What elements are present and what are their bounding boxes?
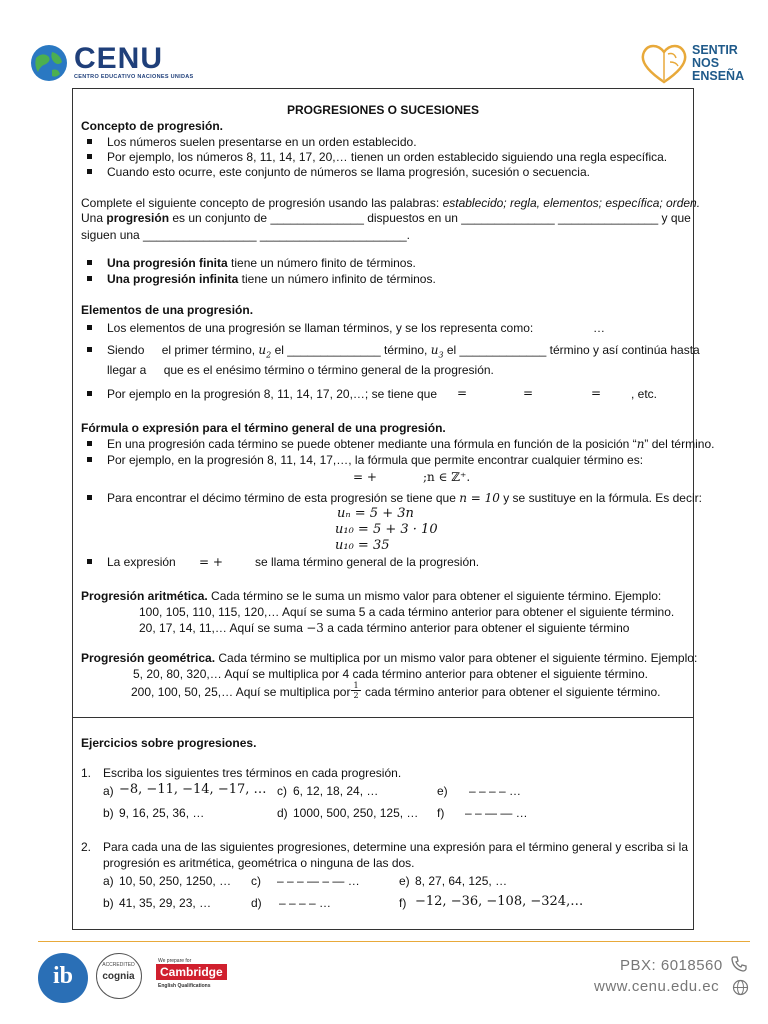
- text: el ______________ término,: [271, 343, 431, 357]
- fraction: [351, 681, 361, 700]
- text: el _____________ término y así continúa hasta: [443, 343, 700, 357]
- cognia-top: ACCREDITED: [102, 962, 135, 968]
- ib-text: ib: [52, 963, 73, 989]
- text: 20, 17, 14, 11,… Aquí se suma: [139, 621, 307, 635]
- list-item: Por ejemplo en la progresión 8, 11, 14, 17, 20,…; se tiene que: [107, 387, 437, 401]
- math-var: n: [636, 437, 645, 451]
- cenu-subtitle: CENTRO EDUCATIVO NACIONES UNIDAS: [74, 74, 194, 80]
- text: el primer término,: [161, 343, 259, 357]
- list-item: Cuando esto ocurre, este conjunto de números se llama progresión, sucesión o secuencia.: [107, 165, 590, 179]
- option-label: e): [437, 784, 448, 798]
- option-label: a): [103, 784, 114, 798]
- instruction-words: establecido; regla, elementos; específica; orden.: [442, 196, 701, 210]
- option-value: 8, 27, 64, 125, …: [415, 874, 508, 888]
- option-value: −8, −11, −14, −17, …: [119, 782, 267, 797]
- option-value: – – – — – — …: [277, 874, 360, 888]
- option-label: f): [399, 896, 407, 910]
- text: cada término anterior para obtener el siguiente término.: [365, 685, 661, 699]
- option-label: d): [277, 806, 288, 820]
- text: En una progresión cada término se puede obtener mediante una fórmula en función de la posición “: [107, 437, 637, 451]
- text: que es el enésimo término o término general de la progresión.: [163, 363, 494, 377]
- list-item: Por ejemplo, en la progresión 8, 11, 14, 17,…, la fórmula que permite encontrar cualquier término es:: [107, 453, 644, 467]
- equals-sign: =: [591, 386, 602, 400]
- footer-divider: [38, 941, 750, 942]
- text: y se sustituye en la fórmula. Es decir:: [499, 491, 702, 505]
- equation: u₁₀ = 35: [335, 538, 390, 553]
- formula-operators: = +: [353, 470, 377, 484]
- fraction-num: 1: [351, 681, 361, 691]
- heart-brain-icon: [638, 42, 690, 86]
- page-title: PROGRESIONES O SUCESIONES: [286, 103, 480, 117]
- phone-icon: [730, 955, 748, 973]
- equation: uₙ = 5 + 3n: [337, 506, 414, 521]
- text: Para encontrar el décimo término de esta progresión se tiene que: [107, 491, 460, 505]
- option-label: f): [437, 806, 445, 820]
- cognia-logo: [96, 953, 142, 999]
- cambridge-small: We prepare for: [158, 958, 192, 964]
- fraction-den: 2: [353, 691, 359, 700]
- definition-line: [81, 651, 697, 665]
- slogan-line: ENSEÑA: [692, 69, 745, 83]
- globe-icon: [30, 44, 68, 82]
- section-heading: Concepto de progresión.: [81, 119, 224, 133]
- math-var: u: [430, 343, 439, 357]
- option-label: a): [103, 874, 114, 888]
- option-label: b): [103, 896, 114, 910]
- option-value: – – – – …: [279, 896, 332, 910]
- term-bold: Una progresión infinita: [107, 272, 239, 286]
- option-value: – – — — …: [465, 806, 528, 820]
- cambridge-name: Cambridge: [156, 964, 227, 980]
- cenu-logo: [30, 44, 200, 84]
- option-label: d): [251, 896, 262, 910]
- theory-box: [72, 88, 715, 718]
- definition-line: [81, 211, 691, 225]
- website-link[interactable]: www.cenu.edu.ec: [594, 978, 720, 995]
- option-value: – – – – …: [469, 784, 522, 798]
- list-item: [107, 343, 700, 362]
- equals-sign: =: [457, 386, 468, 400]
- question-text: Para cada una de las siguientes progresiones, determine una expresión para el término general y escriba si la: [103, 840, 689, 854]
- option-label: e): [399, 874, 410, 888]
- option-value: 6, 12, 18, 24, …: [293, 784, 379, 798]
- text: Siendo: [107, 343, 145, 357]
- list-item: [107, 437, 714, 451]
- list-item: [107, 272, 436, 286]
- option-label: b): [103, 806, 114, 820]
- slogan-line: SENTIR: [692, 43, 738, 57]
- definition-text: es un conjunto de ______________ dispuestos en un ______________ _______________ y que: [169, 211, 691, 225]
- math-expr: −3: [306, 621, 324, 635]
- ellipsis: …: [593, 321, 605, 335]
- example-line: 200, 100, 50, 25,… Aquí se multiplica por: [131, 685, 351, 699]
- sentir-logo: [638, 42, 748, 88]
- example-line: [139, 621, 629, 635]
- list-item: [107, 491, 702, 505]
- question-text: Escriba los siguientes tres términos en cada progresión.: [103, 766, 402, 780]
- etc-text: , etc.: [631, 387, 658, 401]
- definition-line: [81, 589, 661, 603]
- ib-logo: [38, 953, 88, 1003]
- text: se llama término general de la progresión.: [255, 555, 480, 569]
- term-text: tiene un número infinito de términos.: [238, 272, 436, 286]
- instruction-text: Complete el siguiente concepto de progresión usando las palabras:: [81, 196, 443, 210]
- question-number: 1.: [81, 766, 92, 780]
- option-value: 10, 50, 250, 1250, …: [119, 874, 232, 888]
- section-heading: Ejercicios sobre progresiones.: [81, 736, 257, 750]
- term-text: tiene un número finito de términos.: [227, 256, 416, 270]
- slogan-line: NOS: [692, 56, 720, 70]
- math-sub: 3: [438, 350, 444, 360]
- option-value: 1000, 500, 250, 125, …: [293, 806, 419, 820]
- text: a cada término anterior para obtener el siguiente término: [323, 621, 630, 635]
- question-number: 2.: [81, 840, 92, 854]
- option-value: 41, 35, 29, 23, …: [119, 896, 212, 910]
- definition-line: siguen una _________________ ______________________.: [81, 228, 410, 242]
- definition-text: Una: [81, 211, 107, 225]
- math-expr: n = 10: [459, 491, 500, 505]
- list-item: Los números suelen presentarse en un orden establecido.: [107, 135, 417, 149]
- term-bold: Progresión geométrica.: [81, 651, 216, 665]
- formula-operators: = +: [199, 555, 223, 569]
- term-bold: Progresión aritmética.: [81, 589, 208, 603]
- instruction: [81, 196, 700, 210]
- example-line: 100, 105, 110, 115, 120,… Aquí se suma 5 a cada término anterior para obtener el siguiente término.: [139, 605, 675, 619]
- section-heading: Elementos de una progresión.: [81, 303, 254, 317]
- pbx-number: PBX: 6018560: [620, 957, 723, 974]
- text: llegar a: [107, 363, 147, 377]
- cenu-wordmark: CENU: [74, 42, 164, 75]
- section-heading: Fórmula o expresión para el término general de una progresión.: [81, 421, 446, 435]
- option-label: c): [277, 784, 287, 798]
- term-text: Cada término se multiplica por un mismo valor para obtener el siguiente término. Ejemplo:: [215, 651, 698, 665]
- cambridge-sub: English Qualifications: [158, 983, 211, 989]
- list-item: Por ejemplo, los números 8, 11, 14, 17, 20,… tienen un orden establecido siguiendo una regla específica.: [107, 150, 668, 164]
- formula-domain: ;n ∈ ℤ⁺.: [423, 470, 471, 484]
- option-label: c): [251, 874, 261, 888]
- question-text: progresión es aritmética, geométrica o ninguna de las dos.: [103, 856, 415, 870]
- example-line: 5, 20, 80, 320,… Aquí se multiplica por 4 cada término anterior para obtener el siguiente término.: [133, 667, 648, 681]
- equation: u₁₀ = 5 + 3 · 10: [335, 522, 438, 537]
- definition-term: progresión: [106, 211, 170, 225]
- term-text: Cada término se le suma un mismo valor para obtener el siguiente término. Ejemplo:: [207, 589, 662, 603]
- list-item: La expresión: [107, 555, 176, 569]
- list-item: Los elementos de una progresión se llaman términos, y se los representa como:: [107, 321, 534, 335]
- slogan: [692, 44, 744, 83]
- cognia-name: cognia: [102, 971, 135, 982]
- text-line: [107, 363, 494, 377]
- equals-sign: =: [523, 386, 534, 400]
- math-sub: 2: [266, 350, 272, 360]
- term-bold: Una progresión finita: [107, 256, 228, 270]
- list-item: [107, 256, 416, 270]
- option-value: 9, 16, 25, 36, …: [119, 806, 205, 820]
- math-var: u: [258, 343, 267, 357]
- option-value: −12, −36, −108, −324,…: [415, 894, 584, 909]
- cambridge-logo: [156, 958, 236, 994]
- globe-outline-icon: [732, 979, 749, 996]
- text: ” del término.: [644, 437, 715, 451]
- exercises-box: [72, 718, 694, 930]
